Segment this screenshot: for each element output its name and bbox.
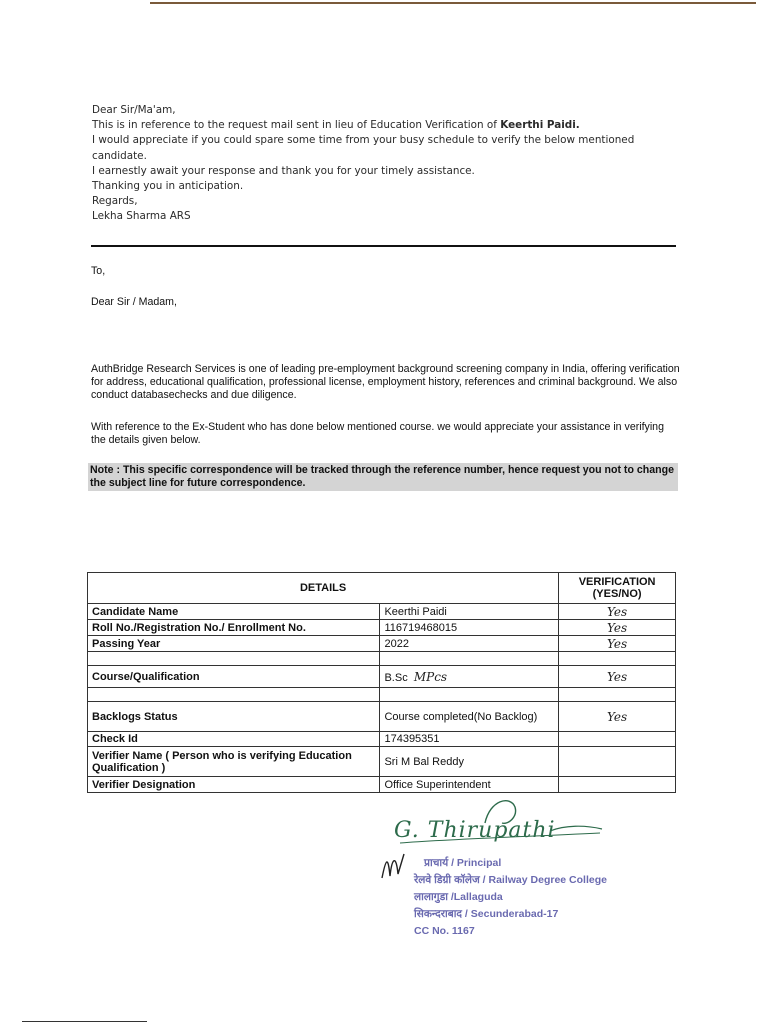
table-row (88, 732, 676, 747)
row-verified: Yes (559, 666, 676, 688)
stamp-line-1: प्राचार्य / Principal (424, 857, 502, 869)
top-border-line (150, 2, 756, 4)
email-line-1-text: This is in reference to the request mail sent in lieu of Education Verification of (92, 119, 497, 132)
letter-dear: Dear Sir / Madam, (91, 296, 177, 308)
row-value: 2022 (380, 636, 559, 652)
details-table (87, 572, 676, 793)
row-value (380, 652, 559, 666)
row-label: Verifier Designation (88, 777, 380, 793)
row-value: 116719468015 (380, 620, 559, 636)
table-row (88, 636, 676, 652)
table-header-row (88, 573, 676, 604)
row-label (88, 688, 380, 702)
divider-line (91, 245, 676, 247)
row-label: Roll No./Registration No./ Enrollment No. (88, 620, 380, 636)
course-handwritten: MPcs (413, 669, 448, 684)
table-row (88, 747, 676, 777)
row-label (88, 652, 380, 666)
row-verified: Yes (559, 702, 676, 732)
row-label: Passing Year (88, 636, 380, 652)
course-value: B.Sc (384, 671, 408, 684)
email-line-1 (92, 118, 682, 133)
letter-paragraph-1: AuthBridge Research Services is one of leading pre-employment background screening company in India, offering verification for address, educational qualification, professional license, employment history, references and criminal background. We also conduct databasechecks and due diligence. (91, 363, 680, 401)
row-value: 174395351 (380, 732, 559, 747)
email-sender: Lekha Sharma ARS (92, 210, 191, 223)
row-label: Course/Qualification (88, 666, 380, 688)
row-value: Keerthi Paidi (380, 604, 559, 620)
row-label: Verifier Name ( Person who is verifying Education Qualification ) (88, 747, 380, 777)
row-label: Candidate Name (88, 604, 380, 620)
table-row (88, 777, 676, 793)
email-line-3: I earnestly await your response and thank you for your timely assistance. (92, 164, 475, 177)
row-verified: Yes (559, 604, 676, 620)
row-verified: Yes (559, 620, 676, 636)
table-row (88, 620, 676, 636)
email-line-4: Thanking you in anticipation. (92, 180, 244, 193)
letter-to: To, (91, 265, 106, 277)
email-block (92, 103, 682, 225)
stamp-line-3: लालागुडा /Lallaguda (414, 891, 503, 903)
signature: G. Thirupathi (394, 818, 556, 843)
email-regards: Regards, (92, 195, 138, 208)
letter-paragraph-2: With reference to the Ex-Student who has done below mentioned course. we would appreciate your assistance in verifying the details given below. (91, 421, 664, 446)
note-banner: Note : This specific correspondence will be tracked through the reference number, hence request you not to change the subject line for future correspondence. (88, 463, 678, 491)
table-row-empty (88, 688, 676, 702)
table-row-empty (88, 652, 676, 666)
header-details: DETAILS (88, 573, 559, 604)
row-value: Sri M Bal Reddy (380, 747, 559, 777)
row-value: Course completed(No Backlog) (380, 702, 559, 732)
table-row (88, 666, 676, 688)
row-verified: Yes (559, 636, 676, 652)
row-verified (559, 732, 676, 747)
row-label: Check Id (88, 732, 380, 747)
header-verification: VERIFICATION (YES/NO) (559, 573, 676, 604)
row-value: Office Superintendent (380, 777, 559, 793)
email-line-2: I would appreciate if you could spare some time from your busy schedule to verify the below mentioned candidate. (92, 134, 635, 162)
row-value (380, 666, 559, 688)
email-salutation: Dear Sir/Ma'am, (92, 104, 176, 116)
bottom-line (22, 1021, 147, 1022)
stamp-line-5: CC No. 1167 (414, 925, 475, 937)
row-verified (559, 652, 676, 666)
initial-scribble (378, 848, 412, 888)
table-row (88, 604, 676, 620)
stamp-line-4: सिकन्दराबाद / Secunderabad-17 (414, 908, 559, 920)
college-stamp (414, 855, 607, 940)
row-verified (559, 747, 676, 777)
row-verified (559, 688, 676, 702)
stamp-line-2: रेलवे डिग्री कॉलेज / Railway Degree College (414, 874, 607, 886)
candidate-name-bold: Keerthi Paidi. (500, 119, 580, 132)
row-label: Backlogs Status (88, 702, 380, 732)
row-value (380, 688, 559, 702)
row-verified (559, 777, 676, 793)
table-row (88, 702, 676, 732)
